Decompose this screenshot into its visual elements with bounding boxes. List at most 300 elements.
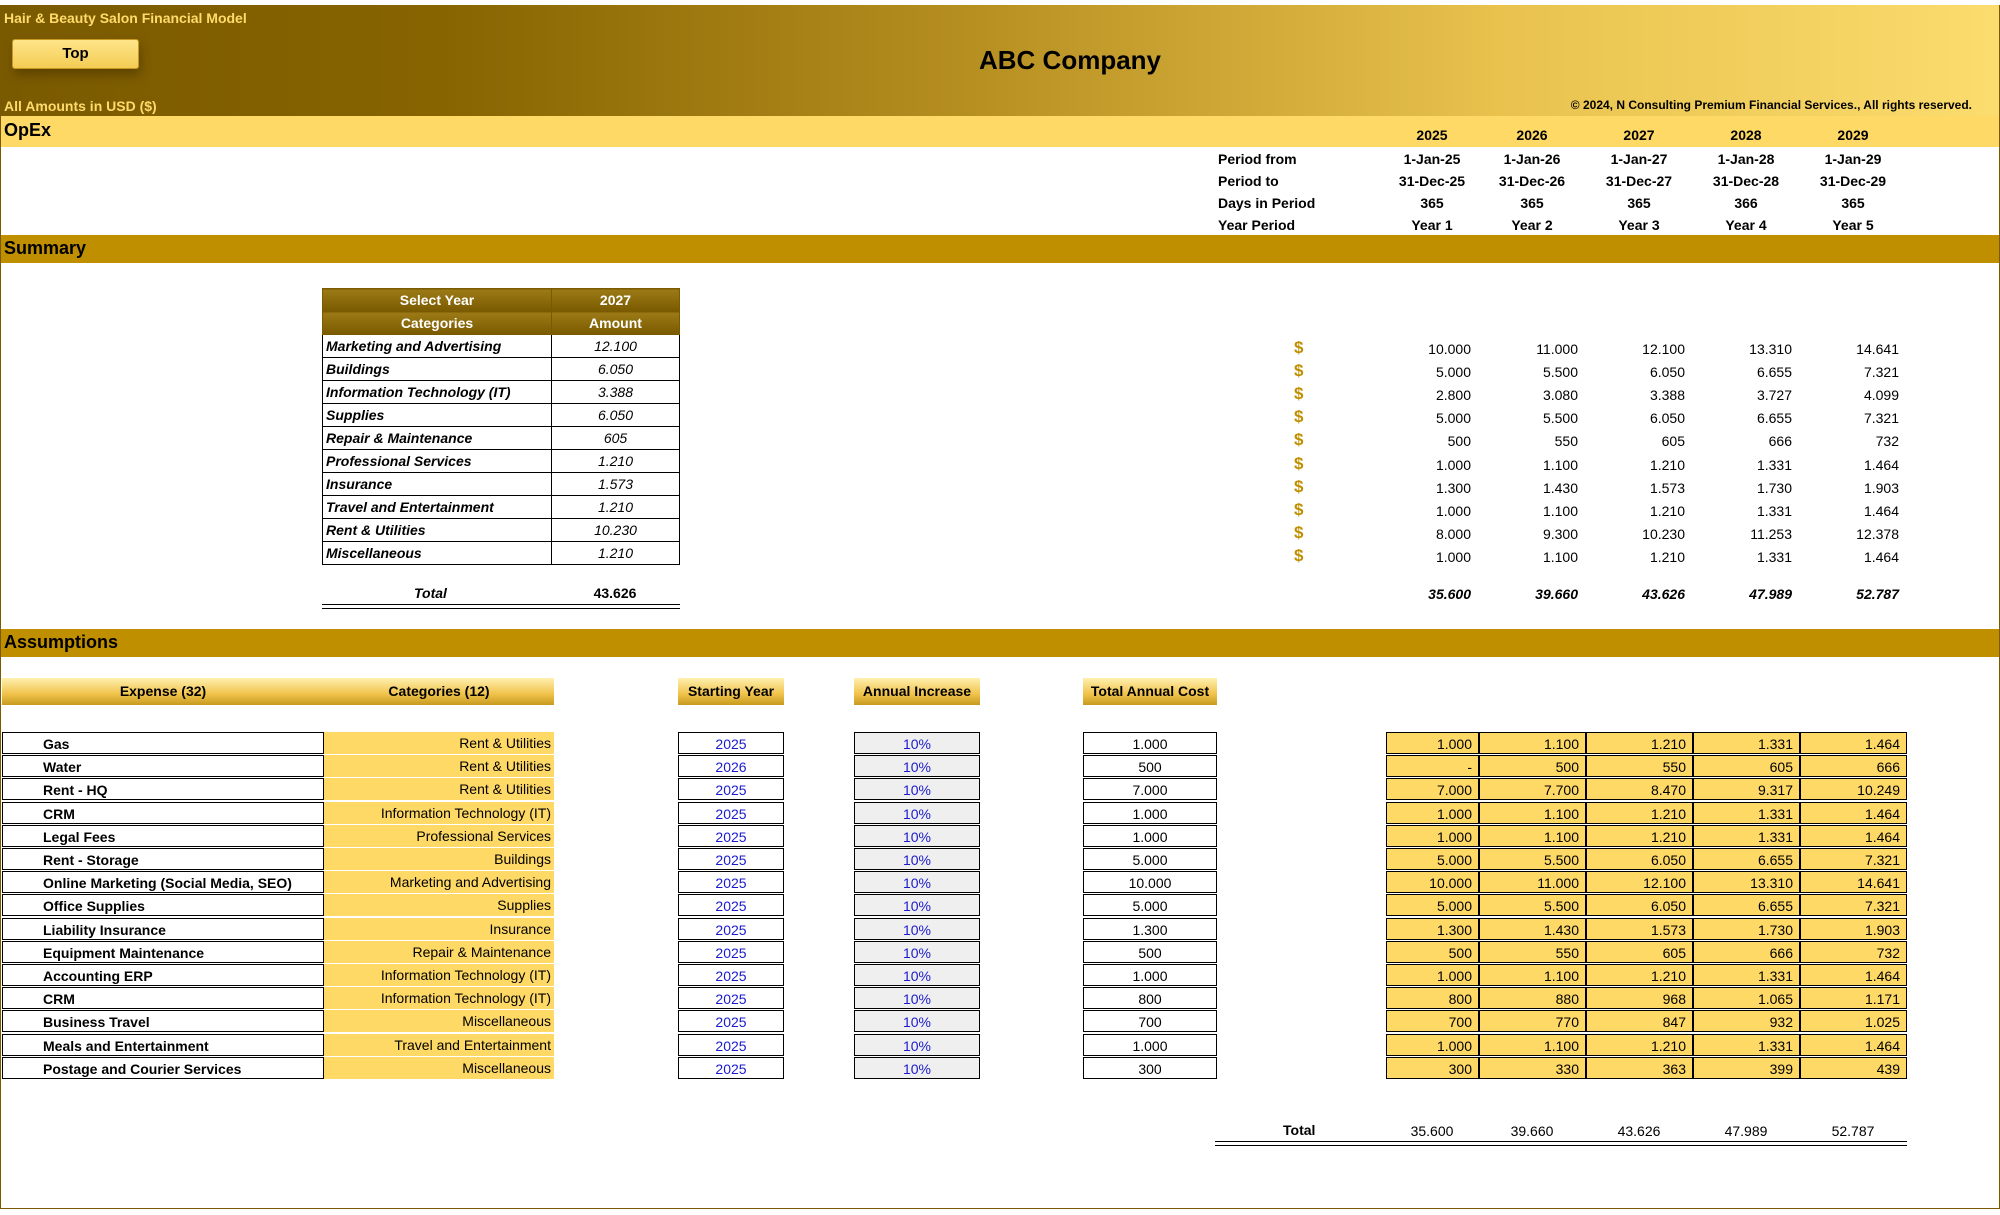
copyright-note: © 2024, N Consulting Premium Financial Services., All rights reserved. bbox=[1570, 98, 1972, 112]
assumptions-total-value: 43.626 bbox=[1617, 1123, 1661, 1139]
total-annual-cost-input[interactable]: 1.000 bbox=[1083, 964, 1217, 986]
summary-value: 3.388 bbox=[1649, 387, 1685, 404]
summary-value: 1.903 bbox=[1863, 479, 1899, 496]
yearly-cost-cell: 9.317 bbox=[1693, 778, 1800, 800]
expense-name: Gas bbox=[2, 732, 324, 754]
expense-category: Rent & Utilities bbox=[324, 778, 554, 800]
period-to-0: 31-Dec-25 bbox=[1398, 173, 1466, 189]
select-year-value[interactable]: 2027 bbox=[552, 289, 680, 312]
yearly-cost-cell: 700 bbox=[1386, 1010, 1479, 1032]
starting-year-column-header: Starting Year bbox=[678, 678, 784, 705]
category-name: Marketing and Advertising bbox=[323, 335, 552, 358]
starting-year-input[interactable]: 2025 bbox=[678, 964, 784, 986]
yearly-cost-cell: 800 bbox=[1386, 987, 1479, 1009]
yearly-cost-cell: 1.331 bbox=[1693, 825, 1800, 847]
summary-total-amount: 43.626 bbox=[593, 585, 637, 601]
category-amount: 6.050 bbox=[552, 358, 680, 381]
starting-year-input[interactable]: 2025 bbox=[678, 894, 784, 916]
starting-year-input[interactable]: 2026 bbox=[678, 755, 784, 777]
yearly-cost-cell: 10.000 bbox=[1386, 871, 1479, 893]
yearly-cost-cell: 1.025 bbox=[1800, 1010, 1907, 1032]
yearly-cost-cell: 605 bbox=[1693, 755, 1800, 777]
summary-value: 1.573 bbox=[1649, 479, 1685, 496]
yearly-cost-cell: 1.210 bbox=[1586, 732, 1693, 754]
category-amount: 605 bbox=[552, 427, 680, 450]
annual-increase-input[interactable]: 10% bbox=[854, 825, 980, 847]
expense-category: Buildings bbox=[324, 848, 554, 870]
summary-value: 666 bbox=[1768, 433, 1792, 450]
sheet-title: OpEx bbox=[4, 120, 52, 140]
annual-increase-input[interactable]: 10% bbox=[854, 778, 980, 800]
spreadsheet bbox=[0, 5, 2000, 1210]
header-banner bbox=[0, 5, 2000, 116]
category-row bbox=[323, 335, 680, 358]
summary-value: 13.310 bbox=[1749, 341, 1792, 357]
period-to-1: 31-Dec-26 bbox=[1498, 173, 1566, 189]
yearly-cost-cell: 666 bbox=[1800, 755, 1907, 777]
dollar-icon: $ bbox=[1294, 338, 1304, 357]
expense-name: Online Marketing (Social Media, SEO) bbox=[2, 871, 324, 893]
yearly-cost-cell: 5.500 bbox=[1479, 894, 1586, 916]
yearly-cost-cell: 1.100 bbox=[1479, 825, 1586, 847]
summary-total-underline bbox=[322, 604, 680, 609]
assumptions-total-value: 52.787 bbox=[1831, 1123, 1875, 1139]
yearly-cost-cell: 1.210 bbox=[1586, 1034, 1693, 1056]
yearly-cost-cell: 6.655 bbox=[1693, 894, 1800, 916]
category-amount: 10.230 bbox=[552, 519, 680, 542]
period-from-1: 1-Jan-26 bbox=[1503, 151, 1561, 167]
yearly-cost-cell: 7.700 bbox=[1479, 778, 1586, 800]
expense-name: CRM bbox=[2, 987, 324, 1009]
period-to-2: 31-Dec-27 bbox=[1605, 173, 1673, 189]
dollar-icon: $ bbox=[1294, 453, 1304, 473]
yearly-cost-cell: 1.100 bbox=[1479, 964, 1586, 986]
yearly-cost-cell: 500 bbox=[1479, 755, 1586, 777]
model-title: Hair & Beauty Salon Financial Model bbox=[4, 10, 247, 26]
category-amount: 12.100 bbox=[552, 335, 680, 358]
yearly-cost-cell: 1.464 bbox=[1800, 964, 1907, 986]
summary-value: 5.000 bbox=[1435, 364, 1471, 381]
yearly-cost-cell: 7.321 bbox=[1800, 848, 1907, 870]
summary-value: 1.464 bbox=[1863, 548, 1899, 565]
summary-value: 1.000 bbox=[1435, 456, 1471, 473]
category-row bbox=[323, 473, 680, 496]
summary-value: 14.641 bbox=[1856, 341, 1899, 357]
starting-year-input[interactable]: 2025 bbox=[678, 848, 784, 870]
yearly-cost-cell: 1.331 bbox=[1693, 1034, 1800, 1056]
total-annual-cost-input[interactable]: 1.000 bbox=[1083, 802, 1217, 824]
expense-category: Information Technology (IT) bbox=[324, 802, 554, 824]
summary-value: 1.464 bbox=[1863, 502, 1899, 519]
period-from-2: 1-Jan-27 bbox=[1610, 151, 1668, 167]
expense-name: Water bbox=[2, 755, 324, 777]
company-name: ABC Company bbox=[978, 45, 1161, 75]
total-annual-cost-input[interactable]: 700 bbox=[1083, 1010, 1217, 1032]
yearly-cost-cell: 1.464 bbox=[1800, 825, 1907, 847]
summary-value: 1.331 bbox=[1756, 456, 1792, 473]
summary-value: 605 bbox=[1661, 433, 1685, 450]
assumptions-title: Assumptions bbox=[4, 632, 119, 652]
summary-value: 1.331 bbox=[1756, 548, 1792, 565]
period-days-1: 365 bbox=[1520, 195, 1544, 211]
total-annual-cost-input[interactable]: 1.000 bbox=[1083, 1034, 1217, 1056]
expense-category: Rent & Utilities bbox=[324, 755, 554, 777]
assumptions-total-value: 35.600 bbox=[1410, 1123, 1454, 1139]
yearly-cost-cell: 363 bbox=[1586, 1057, 1693, 1079]
category-name: Miscellaneous bbox=[323, 542, 552, 565]
summary-value: 1.210 bbox=[1649, 548, 1685, 565]
category-row bbox=[323, 427, 680, 450]
annual-increase-input[interactable]: 10% bbox=[854, 1034, 980, 1056]
summary-total-value: 35.600 bbox=[1428, 586, 1471, 602]
starting-year-input[interactable]: 2025 bbox=[678, 941, 784, 963]
category-row bbox=[323, 519, 680, 542]
expense-category: Supplies bbox=[324, 894, 554, 916]
summary-value: 7.321 bbox=[1863, 410, 1899, 427]
yearly-cost-cell: 770 bbox=[1479, 1010, 1586, 1032]
summary-value: 1.430 bbox=[1542, 479, 1578, 496]
summary-value: 7.321 bbox=[1863, 364, 1899, 381]
total-annual-cost-input[interactable]: 5.000 bbox=[1083, 894, 1217, 916]
category-row bbox=[323, 404, 680, 427]
amounts-note: All Amounts in USD ($) bbox=[4, 98, 157, 114]
summary-value: 11.253 bbox=[1750, 525, 1792, 542]
total-annual-cost-column-header: Total Annual Cost bbox=[1083, 678, 1217, 705]
year-header-1: 2026 bbox=[1516, 127, 1548, 143]
total-annual-cost-input[interactable]: 500 bbox=[1083, 755, 1217, 777]
summary-title: Summary bbox=[4, 238, 87, 258]
yearly-cost-cell: 500 bbox=[1386, 941, 1479, 963]
summary-value: 4.099 bbox=[1863, 387, 1899, 404]
yearly-cost-cell: 1.000 bbox=[1386, 1034, 1479, 1056]
total-annual-cost-input[interactable]: 1.300 bbox=[1083, 918, 1217, 940]
category-amount: 1.210 bbox=[552, 542, 680, 565]
yearly-cost-cell: 5.000 bbox=[1386, 848, 1479, 870]
starting-year-input[interactable]: 2025 bbox=[678, 1057, 784, 1079]
expense-name: Equipment Maintenance bbox=[2, 941, 324, 963]
category-amount: 1.210 bbox=[552, 496, 680, 519]
yearly-cost-cell: 1.210 bbox=[1586, 964, 1693, 986]
starting-year-input[interactable]: 2025 bbox=[678, 802, 784, 824]
category-row bbox=[323, 496, 680, 519]
summary-total-value: 39.660 bbox=[1535, 586, 1578, 602]
period-days-4: 365 bbox=[1841, 195, 1865, 211]
category-name: Professional Services bbox=[323, 450, 552, 473]
summary-value: 1.730 bbox=[1756, 479, 1792, 496]
expense-category: Insurance bbox=[324, 918, 554, 940]
period-from-3: 1-Jan-28 bbox=[1717, 151, 1775, 167]
year-period-label: Year Period bbox=[1218, 217, 1296, 233]
yearly-cost-cell: 13.310 bbox=[1693, 871, 1800, 893]
yearly-cost-cell: 1.573 bbox=[1586, 918, 1693, 940]
amount-header: Amount bbox=[552, 312, 680, 335]
period-year-period-4: Year 5 bbox=[1832, 217, 1874, 233]
summary-value: 2.800 bbox=[1435, 387, 1471, 404]
total-annual-cost-input[interactable]: 5.000 bbox=[1083, 848, 1217, 870]
total-annual-cost-input[interactable]: 800 bbox=[1083, 987, 1217, 1009]
yearly-cost-cell: 439 bbox=[1800, 1057, 1907, 1079]
yearly-cost-cell: 300 bbox=[1386, 1057, 1479, 1079]
summary-total-value: 47.989 bbox=[1749, 586, 1792, 602]
expense-category: Repair & Maintenance bbox=[324, 941, 554, 963]
yearly-cost-cell: 1.100 bbox=[1479, 802, 1586, 824]
yearly-cost-cell: 968 bbox=[1586, 987, 1693, 1009]
total-annual-cost-input[interactable]: 10.000 bbox=[1083, 871, 1217, 893]
annual-increase-input[interactable]: 10% bbox=[854, 918, 980, 940]
annual-increase-column-header: Annual Increase bbox=[854, 678, 980, 705]
summary-bar bbox=[0, 235, 2000, 263]
category-amount: 3.388 bbox=[552, 381, 680, 404]
annual-increase-input[interactable]: 10% bbox=[854, 987, 980, 1009]
yearly-cost-cell: 732 bbox=[1800, 941, 1907, 963]
category-amount: 6.050 bbox=[552, 404, 680, 427]
summary-value: 10.000 bbox=[1428, 341, 1471, 357]
total-annual-cost-input[interactable]: 300 bbox=[1083, 1057, 1217, 1079]
period-year-period-1: Year 2 bbox=[1511, 217, 1553, 233]
assumptions-total-underline bbox=[1215, 1141, 1907, 1146]
yearly-cost-cell: 6.050 bbox=[1586, 848, 1693, 870]
yearly-cost-cell: 5.500 bbox=[1479, 848, 1586, 870]
category-name: Rent & Utilities bbox=[323, 519, 552, 542]
expense-name: Business Travel bbox=[2, 1010, 324, 1032]
total-annual-cost-input[interactable]: 500 bbox=[1083, 941, 1217, 963]
summary-value: 10.230 bbox=[1642, 525, 1685, 542]
dollar-icon: $ bbox=[1294, 430, 1304, 450]
select-year-label: Select Year bbox=[323, 289, 552, 312]
summary-value: 12.378 bbox=[1856, 525, 1899, 542]
expense-name: Legal Fees bbox=[2, 825, 324, 847]
category-name: Insurance bbox=[323, 473, 552, 496]
assumptions-total-label: Total bbox=[1283, 1122, 1316, 1138]
expense-category: Rent & Utilities bbox=[324, 732, 554, 754]
yearly-cost-cell: 1.430 bbox=[1479, 918, 1586, 940]
yearly-cost-cell: 10.249 bbox=[1800, 778, 1907, 800]
annual-increase-input[interactable]: 10% bbox=[854, 1057, 980, 1079]
expense-name: Office Supplies bbox=[2, 894, 324, 916]
summary-value: 1.464 bbox=[1863, 456, 1899, 473]
summary-total-label: Total bbox=[414, 585, 447, 601]
annual-increase-input[interactable]: 10% bbox=[854, 964, 980, 986]
summary-value: 1.210 bbox=[1649, 456, 1685, 473]
yearly-cost-cell: 1.331 bbox=[1693, 964, 1800, 986]
category-name: Repair & Maintenance bbox=[323, 427, 552, 450]
expense-category: Travel and Entertainment bbox=[324, 1034, 554, 1056]
category-row bbox=[323, 381, 680, 404]
summary-value: 1.100 bbox=[1542, 456, 1578, 473]
yearly-cost-cell: 1.464 bbox=[1800, 1034, 1907, 1056]
assumptions-bar bbox=[0, 629, 2000, 657]
yearly-cost-cell: 1.331 bbox=[1693, 732, 1800, 754]
annual-increase-input[interactable]: 10% bbox=[854, 802, 980, 824]
annual-increase-input[interactable]: 10% bbox=[854, 871, 980, 893]
summary-value: 550 bbox=[1554, 433, 1578, 450]
summary-value: 5.500 bbox=[1542, 410, 1578, 427]
category-name: Travel and Entertainment bbox=[323, 496, 552, 519]
yearly-cost-cell: 330 bbox=[1479, 1057, 1586, 1079]
expense-name: CRM bbox=[2, 802, 324, 824]
summary-value: 1.000 bbox=[1435, 548, 1471, 565]
starting-year-input[interactable]: 2025 bbox=[678, 918, 784, 940]
period-days-3: 366 bbox=[1734, 195, 1758, 211]
yearly-cost-cell: 1.171 bbox=[1800, 987, 1907, 1009]
category-name: Buildings bbox=[323, 358, 552, 381]
expense-name: Rent - HQ bbox=[2, 778, 324, 800]
yearly-cost-cell: - bbox=[1386, 755, 1479, 777]
annual-increase-input[interactable]: 10% bbox=[854, 894, 980, 916]
summary-value: 1.210 bbox=[1649, 502, 1685, 519]
starting-year-input[interactable]: 2025 bbox=[678, 1034, 784, 1056]
summary-value: 1.100 bbox=[1542, 502, 1578, 519]
category-row bbox=[323, 450, 680, 473]
yearly-cost-cell: 1.000 bbox=[1386, 964, 1479, 986]
expense-category: Marketing and Advertising bbox=[324, 871, 554, 893]
summary-value: 5.000 bbox=[1435, 410, 1471, 427]
select-year-row bbox=[323, 289, 680, 312]
expense-category: Information Technology (IT) bbox=[324, 987, 554, 1009]
yearly-cost-cell: 1.903 bbox=[1800, 918, 1907, 940]
yearly-cost-cell: 8.470 bbox=[1586, 778, 1693, 800]
starting-year-input[interactable]: 2025 bbox=[678, 871, 784, 893]
yearly-cost-cell: 399 bbox=[1693, 1057, 1800, 1079]
expense-name: Rent - Storage bbox=[2, 848, 324, 870]
total-annual-cost-input[interactable]: 1.000 bbox=[1083, 732, 1217, 754]
yearly-cost-cell: 847 bbox=[1586, 1010, 1693, 1032]
period-from-label: Period from bbox=[1218, 151, 1297, 167]
dollar-icon: $ bbox=[1294, 407, 1304, 427]
dollar-icon: $ bbox=[1294, 361, 1304, 381]
summary-value: 6.050 bbox=[1649, 410, 1685, 427]
expense-name: Meals and Entertainment bbox=[2, 1034, 324, 1056]
period-days-0: 365 bbox=[1420, 195, 1444, 211]
yearly-cost-cell: 12.100 bbox=[1586, 871, 1693, 893]
yearly-cost-cell: 1.730 bbox=[1693, 918, 1800, 940]
summary-value: 3.727 bbox=[1756, 387, 1792, 404]
summary-value: 500 bbox=[1447, 433, 1471, 450]
starting-year-input[interactable]: 2025 bbox=[678, 825, 784, 847]
period-year-period-0: Year 1 bbox=[1411, 217, 1453, 233]
year-header-0: 2025 bbox=[1416, 127, 1448, 143]
summary-value: 3.080 bbox=[1542, 387, 1578, 404]
annual-increase-input[interactable]: 10% bbox=[854, 848, 980, 870]
category-name: Supplies bbox=[323, 404, 552, 427]
expense-column-header: Expense (32) bbox=[2, 678, 324, 705]
annual-increase-input[interactable]: 10% bbox=[854, 755, 980, 777]
expense-name: Accounting ERP bbox=[2, 964, 324, 986]
yearly-cost-cell: 1.100 bbox=[1479, 732, 1586, 754]
year-header-2: 2027 bbox=[1623, 127, 1655, 143]
categories-column-header: Categories (12) bbox=[324, 678, 554, 705]
summary-value: 732 bbox=[1875, 433, 1899, 450]
annual-increase-input[interactable]: 10% bbox=[854, 732, 980, 754]
category-header-row bbox=[323, 312, 680, 335]
expense-category: Information Technology (IT) bbox=[324, 964, 554, 986]
dollar-icon: $ bbox=[1294, 476, 1304, 496]
yearly-cost-cell: 6.050 bbox=[1586, 894, 1693, 916]
yearly-cost-cell: 605 bbox=[1586, 941, 1693, 963]
category-row bbox=[323, 358, 680, 381]
total-annual-cost-input[interactable]: 1.000 bbox=[1083, 825, 1217, 847]
yearly-cost-cell: 14.641 bbox=[1800, 871, 1907, 893]
summary-value: 6.655 bbox=[1756, 364, 1792, 381]
yearly-cost-cell: 7.321 bbox=[1800, 894, 1907, 916]
yearly-cost-cell: 7.000 bbox=[1386, 778, 1479, 800]
dollar-icon: $ bbox=[1294, 384, 1304, 404]
summary-value: 9.300 bbox=[1542, 525, 1578, 542]
yearly-cost-cell: 1.464 bbox=[1800, 802, 1907, 824]
summary-category-table bbox=[322, 288, 680, 565]
annual-increase-input[interactable]: 10% bbox=[854, 941, 980, 963]
year-header-3: 2028 bbox=[1730, 127, 1762, 143]
top-button[interactable]: Top bbox=[12, 39, 139, 69]
expense-category: Miscellaneous bbox=[324, 1010, 554, 1032]
expense-name: Postage and Courier Services bbox=[2, 1057, 324, 1079]
summary-value: 1.100 bbox=[1542, 548, 1578, 565]
category-name: Information Technology (IT) bbox=[323, 381, 552, 404]
yearly-cost-cell: 1.065 bbox=[1693, 987, 1800, 1009]
summary-value: 1.331 bbox=[1756, 502, 1792, 519]
summary-total-value: 43.626 bbox=[1642, 586, 1685, 602]
expense-name: Liability Insurance bbox=[2, 918, 324, 940]
period-to-4: 31-Dec-29 bbox=[1819, 173, 1887, 189]
period-days-2: 365 bbox=[1627, 195, 1651, 211]
starting-year-input[interactable]: 2025 bbox=[678, 778, 784, 800]
yearly-cost-cell: 550 bbox=[1479, 941, 1586, 963]
yearly-cost-cell: 5.000 bbox=[1386, 894, 1479, 916]
category-row bbox=[323, 542, 680, 565]
yearly-cost-cell: 1.000 bbox=[1386, 825, 1479, 847]
yearly-cost-cell: 1.331 bbox=[1693, 802, 1800, 824]
period-to-3: 31-Dec-28 bbox=[1712, 173, 1780, 189]
summary-value: 6.655 bbox=[1756, 410, 1792, 427]
starting-year-input[interactable]: 2025 bbox=[678, 987, 784, 1009]
starting-year-input[interactable]: 2025 bbox=[678, 1010, 784, 1032]
period-year-period-3: Year 4 bbox=[1725, 217, 1767, 233]
yearly-cost-cell: 880 bbox=[1479, 987, 1586, 1009]
starting-year-input[interactable]: 2025 bbox=[678, 732, 784, 754]
dollar-icon: $ bbox=[1294, 545, 1304, 565]
summary-total-value: 52.787 bbox=[1856, 586, 1899, 602]
period-year-period-2: Year 3 bbox=[1618, 217, 1660, 233]
categories-header: Categories bbox=[323, 312, 552, 335]
summary-value: 12.100 bbox=[1642, 341, 1685, 357]
summary-value: 8.000 bbox=[1435, 525, 1471, 542]
period-from-0: 1-Jan-25 bbox=[1403, 151, 1461, 167]
yearly-cost-cell: 550 bbox=[1586, 755, 1693, 777]
yearly-cost-cell: 666 bbox=[1693, 941, 1800, 963]
yearly-cost-cell: 6.655 bbox=[1693, 848, 1800, 870]
days-in-period-label: Days in Period bbox=[1218, 195, 1316, 211]
total-annual-cost-input[interactable]: 7.000 bbox=[1083, 778, 1217, 800]
yearly-cost-cell: 11.000 bbox=[1479, 871, 1586, 893]
dollar-icon: $ bbox=[1294, 499, 1304, 519]
yearly-cost-cell: 1.000 bbox=[1386, 732, 1479, 754]
assumptions-total-value: 39.660 bbox=[1510, 1123, 1554, 1139]
summary-value: 6.050 bbox=[1649, 364, 1685, 381]
period-to-label: Period to bbox=[1218, 173, 1279, 189]
expense-category: Professional Services bbox=[324, 825, 554, 847]
category-amount: 1.210 bbox=[552, 450, 680, 473]
summary-value: 11.000 bbox=[1536, 341, 1578, 357]
yearly-cost-cell: 932 bbox=[1693, 1010, 1800, 1032]
summary-value: 5.500 bbox=[1542, 364, 1578, 381]
summary-value: 1.000 bbox=[1435, 502, 1471, 519]
annual-increase-input[interactable]: 10% bbox=[854, 1010, 980, 1032]
period-from-4: 1-Jan-29 bbox=[1824, 151, 1882, 167]
summary-value: 1.300 bbox=[1435, 479, 1471, 496]
yearly-cost-cell: 1.000 bbox=[1386, 802, 1479, 824]
dollar-icon: $ bbox=[1294, 522, 1304, 542]
year-header-4: 2029 bbox=[1837, 127, 1869, 143]
